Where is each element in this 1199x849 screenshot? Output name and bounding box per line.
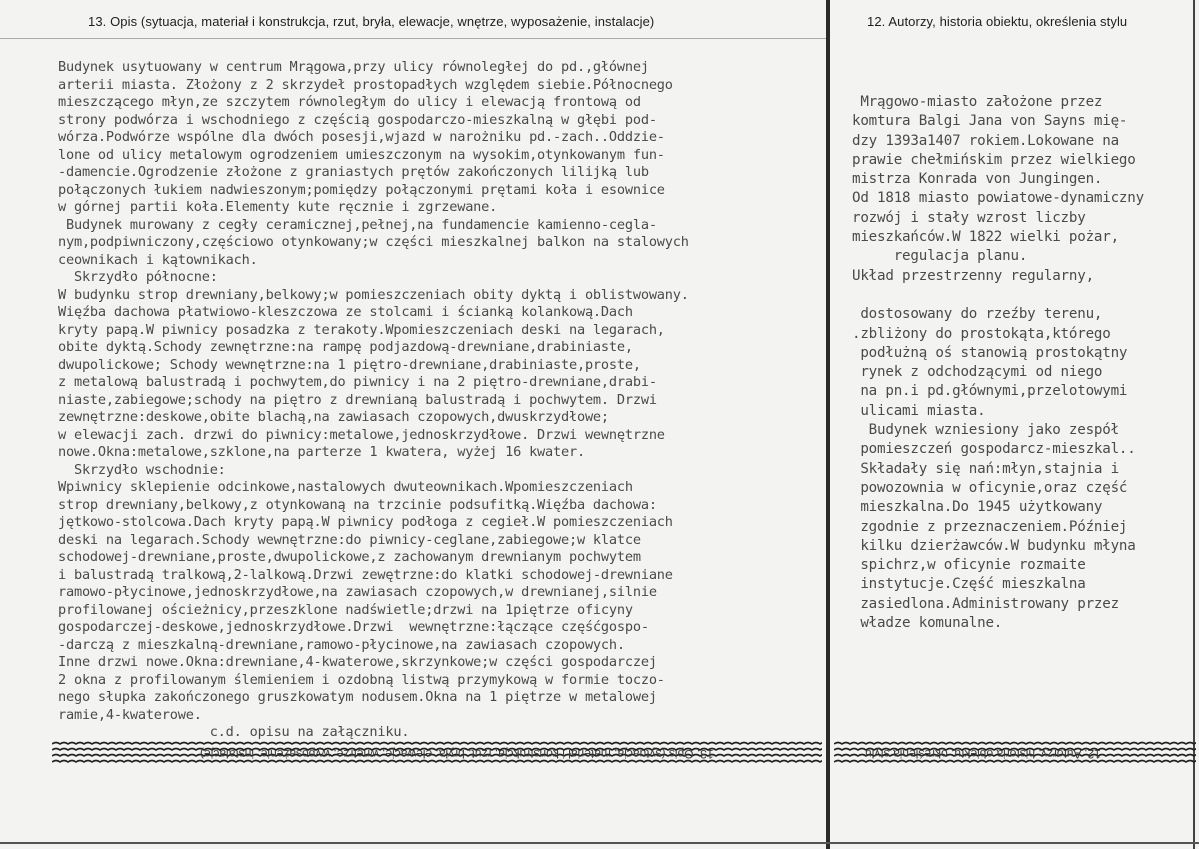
section-13-header: 13. Opis (sytuacja, materiał i konstrukcja, rzut, bryła, elewacje, wnętrze, wyposażenie, instalacje) bbox=[88, 14, 655, 29]
header-rule bbox=[0, 38, 830, 39]
section-12-header: 12. Autorzy, historia obiektu, określenia stylu bbox=[867, 14, 1128, 29]
wave-line bbox=[834, 743, 1196, 745]
mirrored-footer-left: 13. Opis (sytuacja, materiał i konstrukcja, rzut, bryła, elewacje, wnętrze, wyposażenie, instalacje) bbox=[200, 747, 714, 761]
wave-line bbox=[52, 743, 822, 745]
history-text: Mrągowo-miasto założone przez komtura Balgi Jana von Sayns mię- dzy 1393a1407 rokiem.Lokowane na prawie chełmińskim przez wielkiego mistrza Konrada von Jungingen. Od 1818 miasto powiatowe-dynamiczny rozwój i stały wzrost liczby mieszkańców.W 1822 wielki pożar, regulacja planu. Układ przestrzenny regularny, dostosowany do rzeźby terenu, .zbliżony do prostokąta,którego podłużną oś stanowią prostokątny rynek z odchodzącymi od niego na pn.i pd.głównymi,przelotowymi ulicami miasta. Budynek wzniesiony jako zespół pomieszczeń gospodarcz-mieszkal.. Składały się nań:młyn,stajnia i powozownia w oficynie,oraz część mieszkalna.Do 1945 użytkowany zgodnie z przeznaczeniem.Później kilku dzierżawców.W budynku młyna spichrz,w oficynie rozmaite instytucje.Część mieszkalna zasiedlona.Administrowany przez władze komunalne. bbox=[852, 94, 1144, 632]
description-text: Budynek usytuowany w centrum Mrągowa,przy ulicy równoległej do pd.,głównej arterii miasta. Złożony z 2 skrzydeł prostopadłych względem siebie.Północnego mieszczącego młyn,ze szczytem równoległym do ulicy i elewacją frontową od strony podwórza i wschodniego z częścią gospodarczo-mieszkalną w głębi pod- wórza.Podwórze wspólne dla dwóch posesji,wjazd w narożniku pd.-zach..Oddzie- lone od ulicy metalowym ogrodzeniem umieszczonym na wysokim,otynkowanym fun- -damencie.Ogrodzenie złożone z graniastych prętów zakończonych lilijką lub połączonych łukiem nadwieszonym;pomiędzy połączonymi prętami koła i esownice w górnej partii koła.Elementy kute ręcznie i zgrzewane. Budynek murowany z cegły ceramicznej,pełnej,na fundamencie kamienno-cegla- nym,podpiwniczony,częściowo otynkowany;w części mieszkalnej balkon na stalowych ceownikach i kątownikach. Skrzydło północne: W budynku strop drewniany,belkowy;w pomieszczeniach obity dyktą i oblistwowany. Więźba dachowa płatwiowo-kleszczowa ze stolcami i ścianką kolankową.Dach kryty papą.W piwnicy posadzka z terakoty.Wpomieszczeniach deski na legarach, obite dyktą.Schody zewnętrzne:na rampę podjazdową-drewniane,drabiniaste, dwupolickowe; Schody wewnętrzne:na 1 piętro-drewniane,drabiniaste,proste, z metalową balustradą i pochwytem,do piwnicy i na 2 piętro-drewniane,drabi- niaste,zabiegowe;schody na piętro z drewnianą balustradą i pochwytem. Drzwi zewnętrzne:deskowe,obite blachą,na zawiasach czopowych,dwuskrzydłowe; w elewacji zach. drzwi do piwnicy:metalowe,jednoskrzydłowe. Drzwi wewnętrzne nowe.Okna:metalowe,szklone,na parterze 1 kwatera, wyżej 16 kwater. Skrzydło wschodnie: Wpiwnicy sklepienie odcinkowe,nastalowych dwuteownikach.Wpomieszczeniach strop drewniany,belkowy,z otynkowaną na trzcinie podsufitką.Więźba dachowa: jętkowo-stolcowa.Dach kryty papą.W piwnicy podłoga z cegieł.W pomieszczeniach deski na legarach.Schody wewnętrzne:do piwnicy-ceglane,zabiegowe;w klatce schodowej-drewniane,proste,dwupolickowe,z zachowanym drewnianym pochwytem i balustradą tralkową,2-lalkową.Drzwi zewętrzne:do klatki schodowej-drewniane ramowo-płycinowe,jednoskrzydłowe,na zawiasach czopowych,w drewnianej,silnie profilowanej ościeżnicy,przeszklone nadświetle;drzwi na 1piętrze oficyny gospodarczej-deskowe,jednoskrzydłowe.Drzwi wewnętrzne:łączące częśćgospo- -darczą z mieszkalną-drewniane,ramowo-płycinowe,na zawiasach czopowych. Inne drzwi nowe.Okna:drewniane,4-kwaterowe,skrzynkowe;w części gospodarczej 2 okna z profilowanym ślemieniem i ozdobną listwą przymykową w formie toczo- nego słupka zakończonego gruszkowatym nodusem.Okna na 1 piętrze w metalowej ramie,4-kwaterowe. c.d. opisu na załączniku. bbox=[58, 59, 689, 740]
mirrored-footer-right: 12. Autorzy, historia obiektu, określenia stylu bbox=[865, 747, 1101, 761]
bottom-border bbox=[0, 842, 1199, 844]
